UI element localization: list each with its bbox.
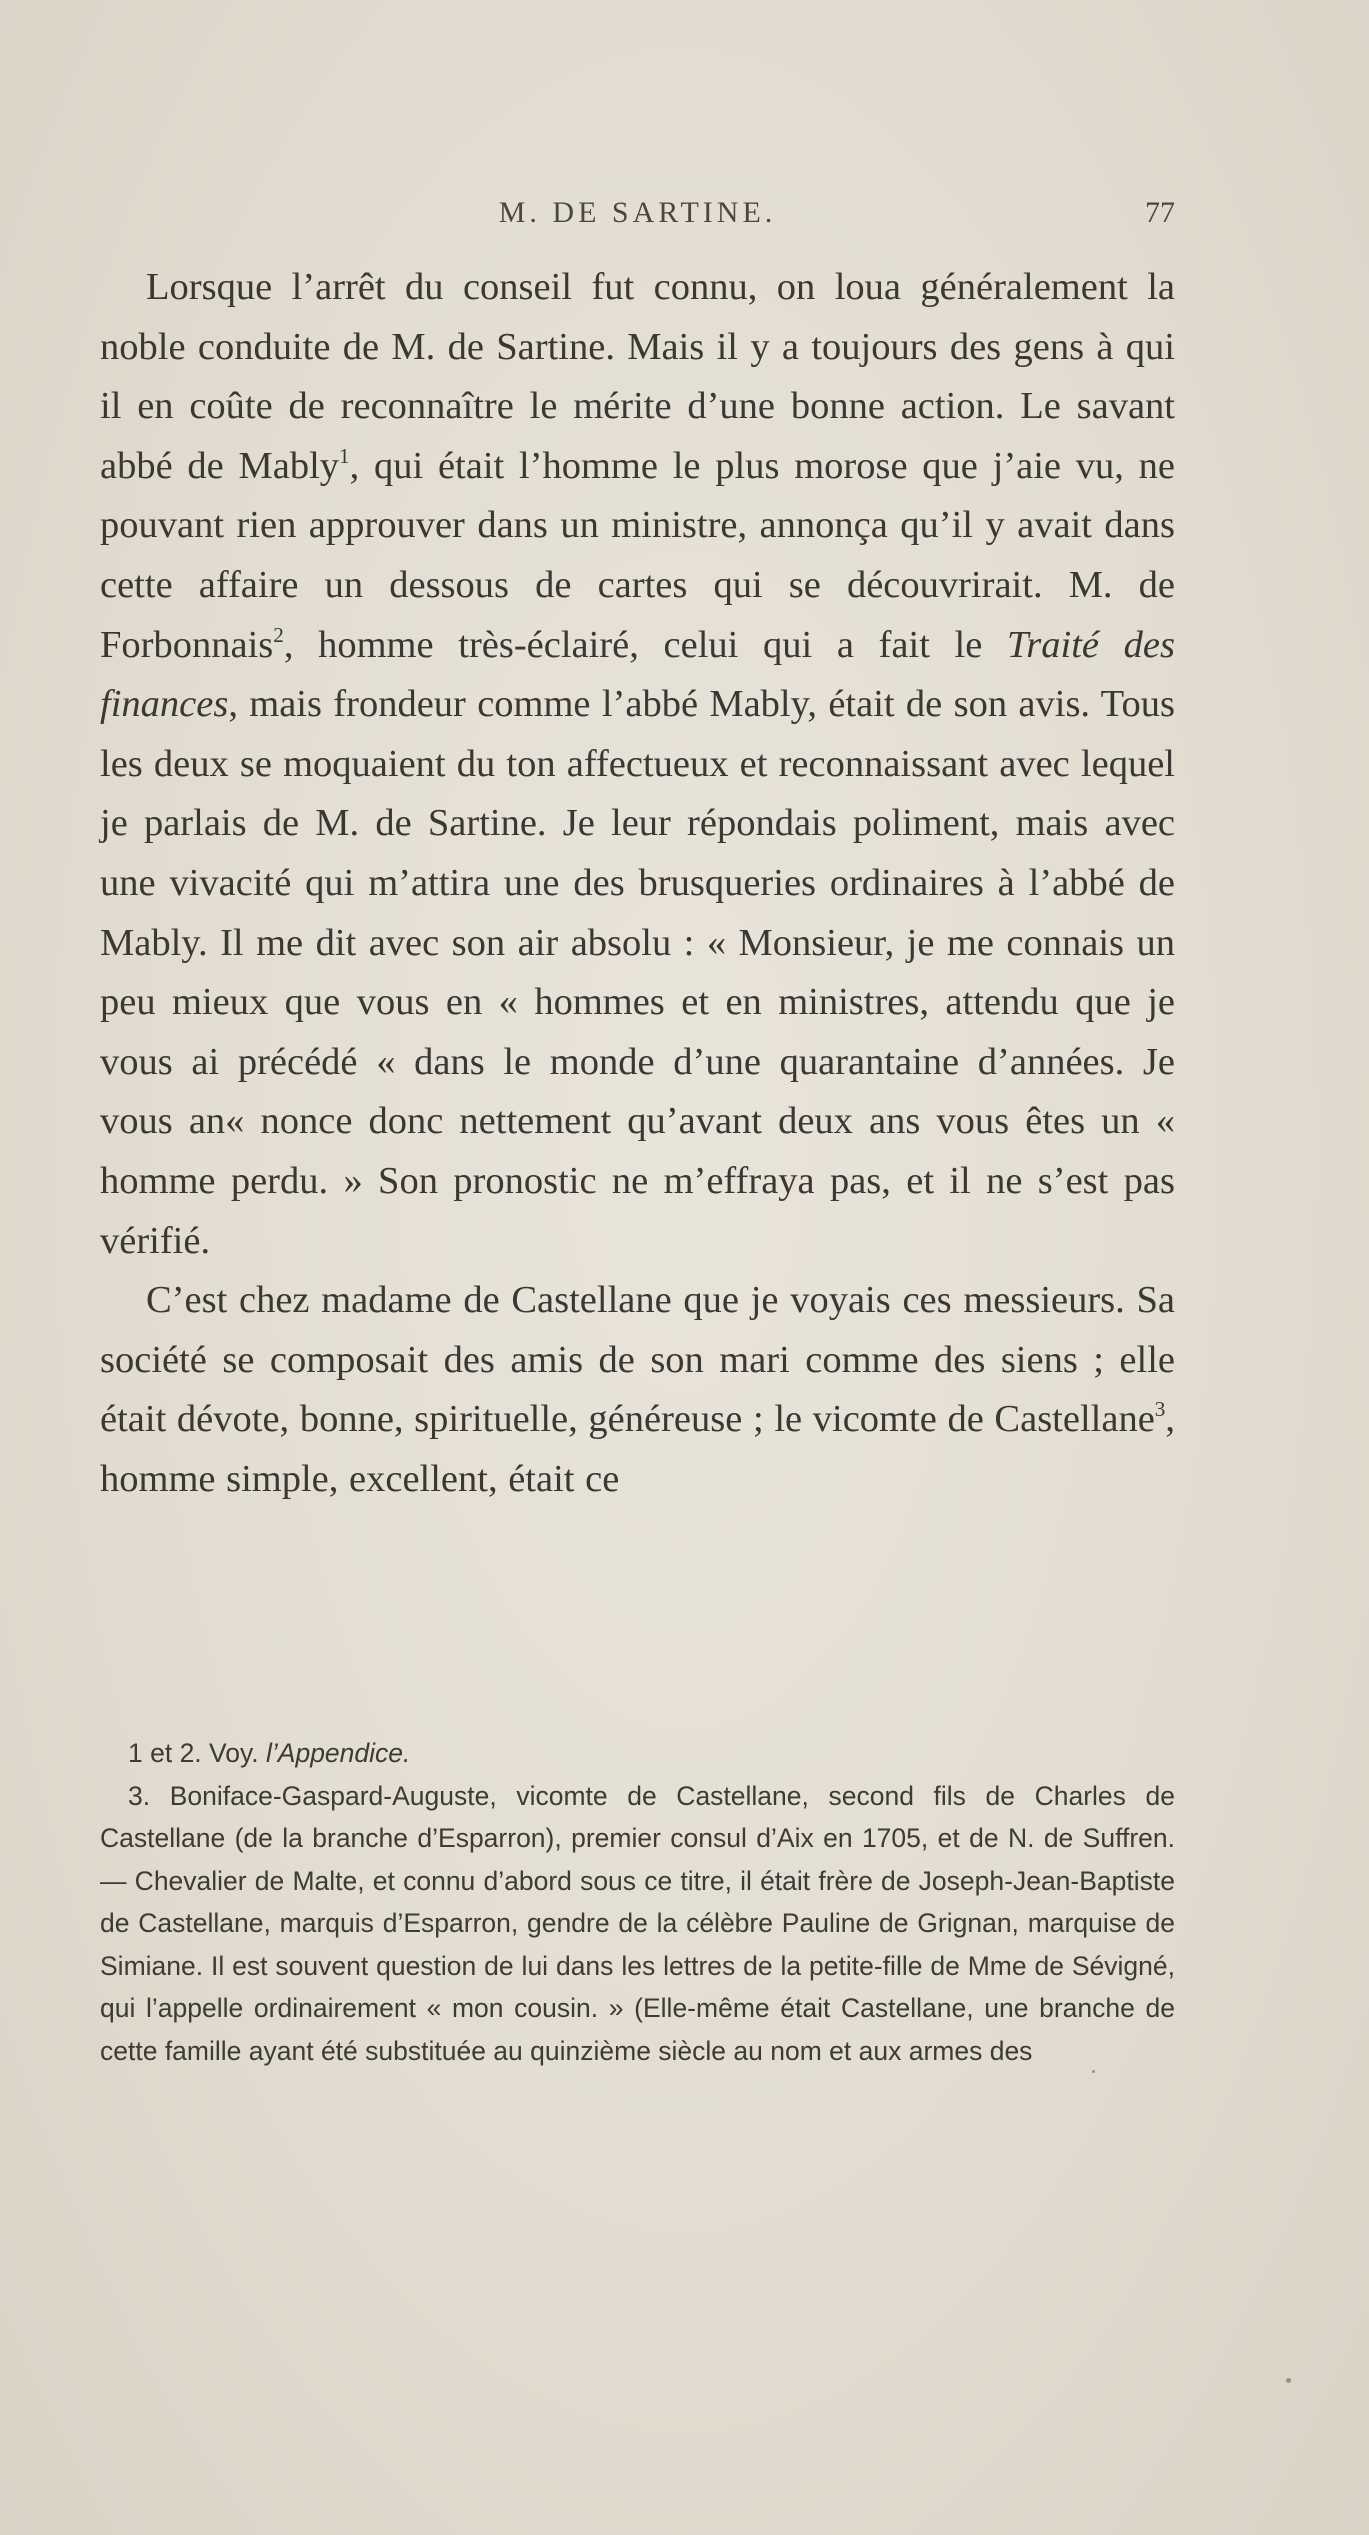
paragraph-1-part-b: , qui était l’homme le plus morose que j’aie vu, ne pouvant rien approuver dans un ministre, annonça qu’il y avait dans cette affaire un dessous de cartes qui se découvrirait. M. de Forbonnais bbox=[100, 444, 1175, 666]
paragraph-1 bbox=[100, 258, 1175, 1271]
footnote-1-2-italic: l’Appendice. bbox=[266, 1738, 411, 1768]
paragraph-1-part-d: , mais frondeur comme l’abbé Mably, était de son avis. Tous les deux se moquaient du ton affectueux et reconnaissant avec lequel je parlais de M. de Sartine. Je leur répondais poliment, mais avec une vivacité qui m’attira une des brusqueries ordinaires à l’abbé de Mably. Il me dit avec son air absolu : « Monsieur, je me connais un peu mieux que vous en « hommes et en ministres, attendu que je vous ai précédé « dans le monde d’une quarantaine d’années. Je vous an« nonce donc nettement qu’avant deux ans vous êtes un « homme perdu. » Son pronostic ne m’effraya pas, et il ne s’est pas vérifié. bbox=[100, 683, 1175, 1262]
footnotes bbox=[100, 1732, 1175, 2072]
paragraph-2 bbox=[100, 1271, 1175, 1509]
footnote-1-2-prefix: 1 et 2. Voy. bbox=[128, 1738, 266, 1768]
page-number: 77 bbox=[1145, 196, 1175, 229]
footnote-3: 3. Boniface-Gaspard-Auguste, vicomte de Castellane, second fils de Charles de Castellane (de la branche d’Esparron), premier consul d’Aix en 1705, et de N. de Suffren. — Chevalier de Malte, et connu d’abord sous ce titre, il était frère de Joseph-Jean-Baptiste de Castellane, marquis d’Esparron, gendre de la célèbre Pauline de Grignan, marquise de Simiane. Il est souvent question de lui dans les lettres de la petite-fille de Mme de Sévigné, qui l’appelle ordinairement « mon cousin. » (Elle-même était Castellane, une branche de cette famille ayant été substituée au quinzième siècle au nom et aux armes des bbox=[100, 1780, 1175, 2066]
paragraph-2-part-b: , homme simple, excellent, était ce bbox=[100, 1398, 1175, 1500]
paragraph-1-part-a: Lorsque l’arrêt du conseil fut connu, on loua généralement la noble conduite de M. de Sartine. Mais il y a toujours des gens à qui il en coûte de reconnaître le mérite d’une bonne action. Le savant abbé de Mably bbox=[100, 266, 1175, 487]
main-text bbox=[100, 258, 1175, 1509]
paragraph-2-part-a: C’est chez madame de Castellane que je voyais ces messieurs. Sa société se composait des amis de son mari comme des siens ; elle était dévote, bonne, spirituelle, généreuse ; le vicomte de Castellane bbox=[100, 1279, 1175, 1441]
paper-speck bbox=[1286, 2378, 1291, 2383]
running-head: M. DE SARTINE. bbox=[498, 196, 777, 229]
footnote-ref-3: 3 bbox=[1154, 1397, 1166, 1422]
book-title-italic: Traité des finances bbox=[100, 623, 1175, 726]
page-header bbox=[100, 196, 1175, 236]
paper-speck bbox=[1092, 2070, 1095, 2073]
footnote-ref-2: 2 bbox=[273, 622, 284, 647]
footnote-ref-1: 1 bbox=[339, 443, 350, 468]
footnote-1-2 bbox=[100, 1732, 1175, 1775]
paragraph-1-part-c: , homme très-éclairé, celui qui a fait le bbox=[283, 623, 1008, 666]
